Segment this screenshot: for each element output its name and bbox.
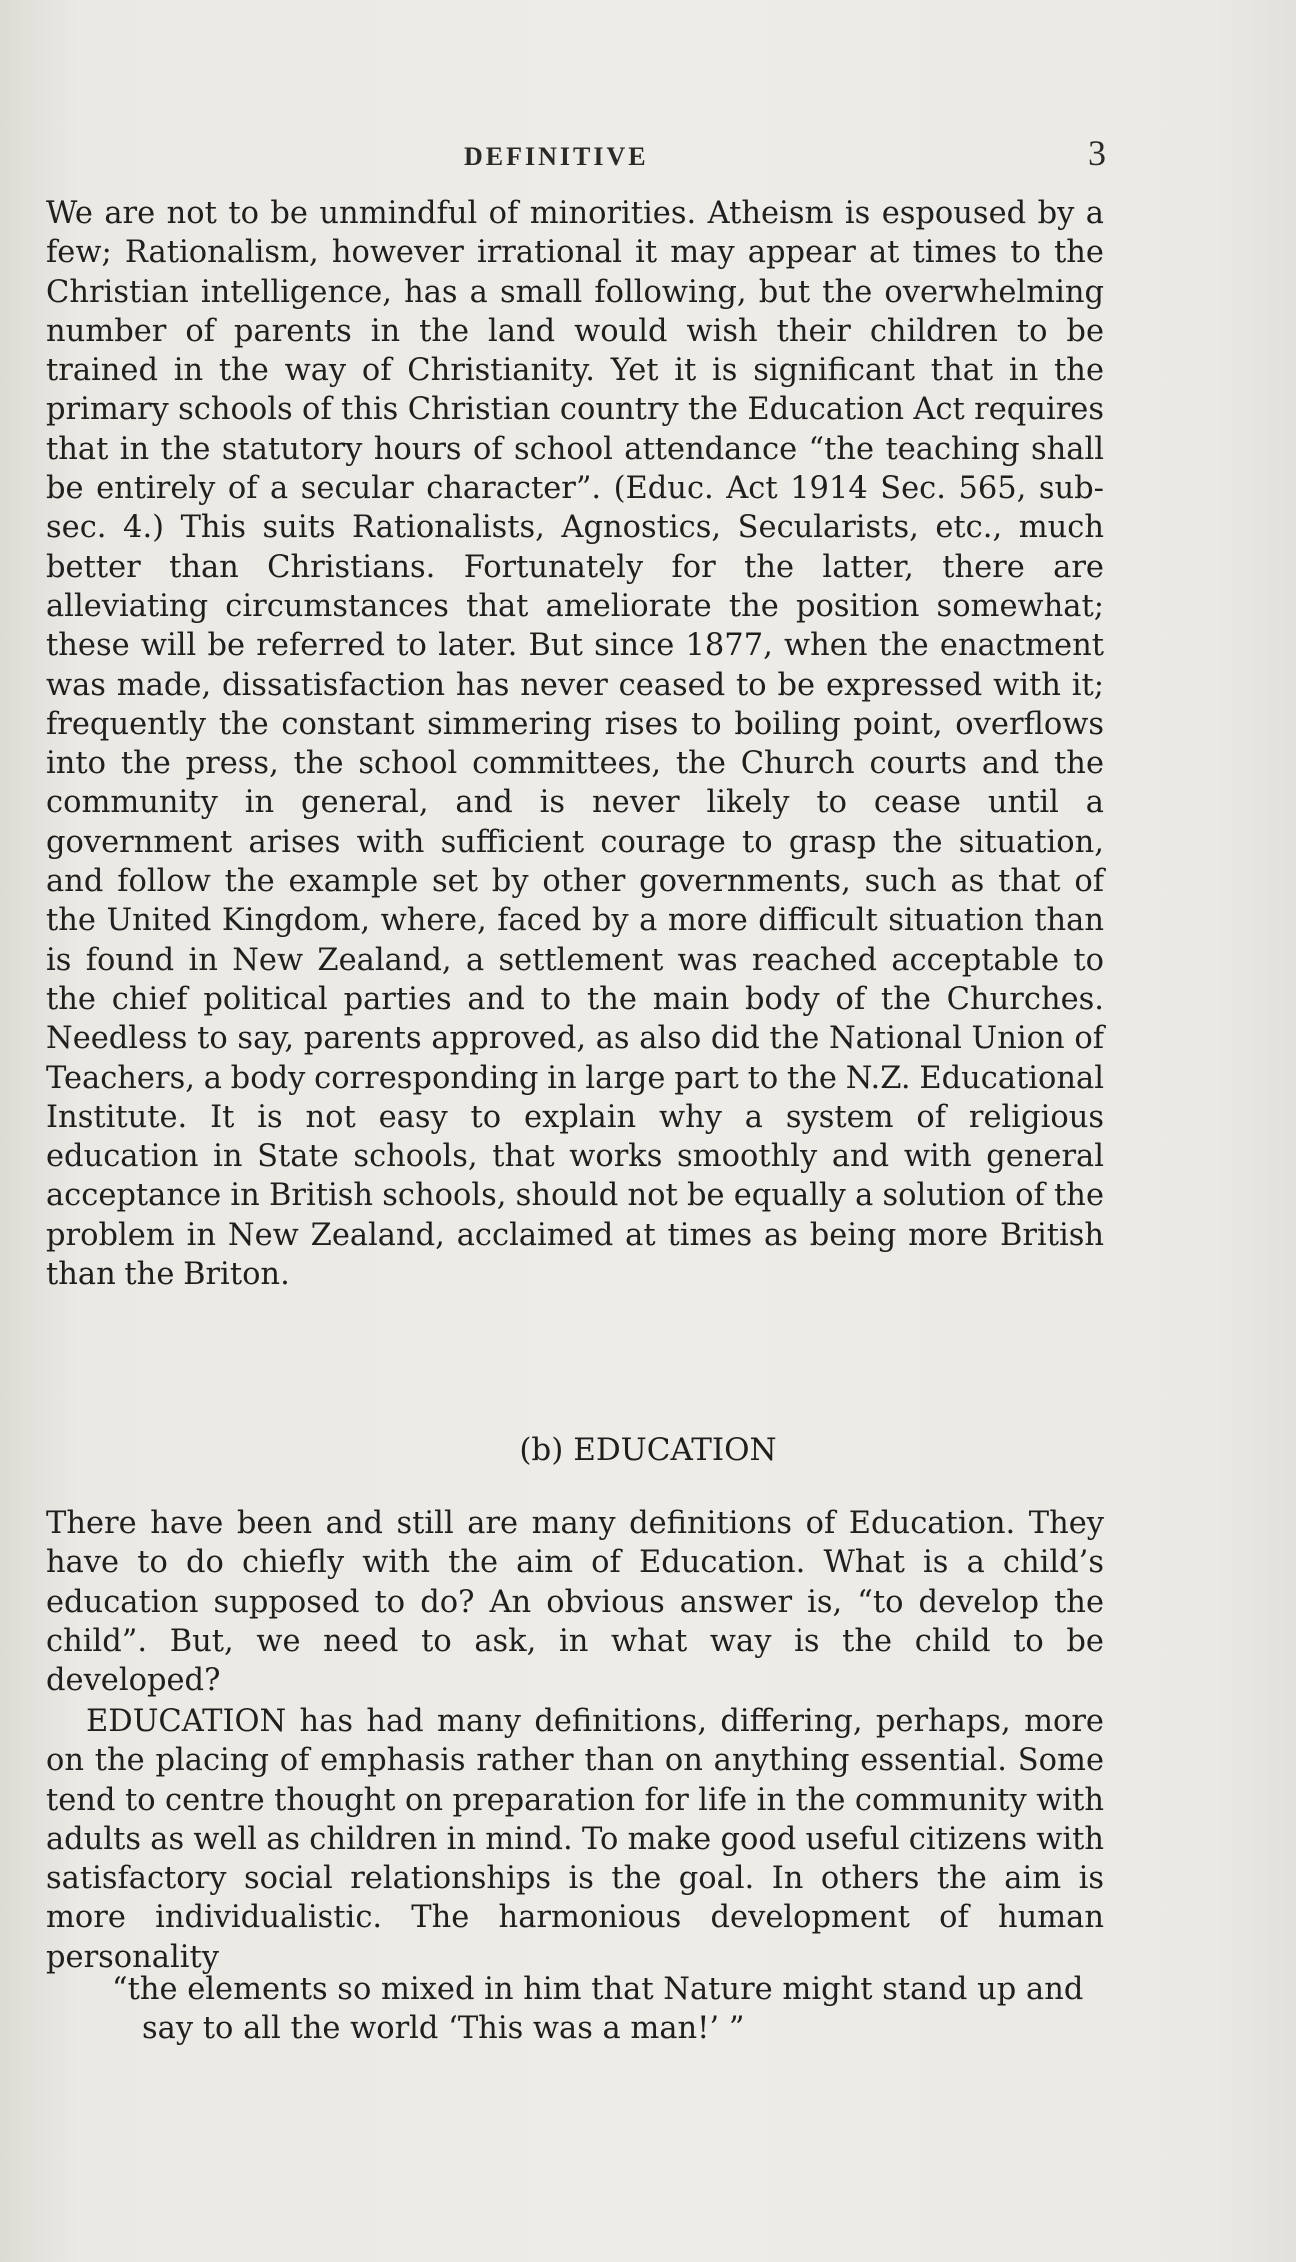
block-quote: “the elements so mixed in him that Nature might stand up and say to all the world ‘This was a man!’ ” [112,1972,1084,2047]
paragraph-education: EDUCATION has had many definitions, differing, perhaps, more on the placing of emphasis rather than on anything essential. Some tend to centre thought on preparation for life in the community with adults as well as children in mind. To make good useful citizens with satisfactory social relationships is the goal. In others the aim is more individualistic. The harmonious development of human personality [46,1704,1104,1975]
running-head [0,133,1296,180]
running-title: DEFINITIVE [464,142,649,171]
paragraph-minorities: We are not to be unmindful of minorities. Atheism is espoused by a few; Rationalism, however irrational it may appear at times to the Christian intelligence, has a small following, but the overwhelming number of parents in the land would wish their children to be trained in the way of Christianity. Yet it is significant that in the primary schools of this Christian country the Education Act requires that in the statutory hours of school attendance “the teaching shall be entirely of a secular character”. (Educ. Act 1914 Sec. 565, sub-sec. 4.) This suits Rationalists, Agnostics, Secularists, etc., much better than Christians. Fortunately for the latter, there are alleviating circumstances that ameliorate the position somewhat; these will be referred to later. But since 1877, when the enactment was made, dissatisfaction has never ceased to be expressed with it; frequently the constant simmering rises to boiling point, overflows into the press, the school committees, the Church courts and the community in general, and is never likely to cease until a government arises with sufficient courage to grasp the situation, and follow the example set by other governments, such as that of the United Kingdom, where, faced by a more difficult situation than is found in New Zealand, a settlement was reached acceptable to the chief political parties and to the main body of the Churches. Needless to say, parents approved, as also did the National Union of Teachers, a body corresponding in large part to the N.Z. Educational Institute. It is not easy to explain why a system of religious education in State schools, that works smoothly and with general acceptance in British schools, should not be equally a solution of the problem in New Zealand, acclaimed at times as being more British than the Briton. [46,196,1104,1293]
paragraph-definitions: There have been and still are many definitions of Education. They have to do chiefly with the aim of Education. What is a child’s education supposed to do? An obvious answer is, “to develop the child”. But, we need to ask, in what way is the child to be developed? [46,1506,1104,1699]
section-heading: (b) EDUCATION [519,1432,777,1468]
page-number: 3 [1088,133,1106,173]
